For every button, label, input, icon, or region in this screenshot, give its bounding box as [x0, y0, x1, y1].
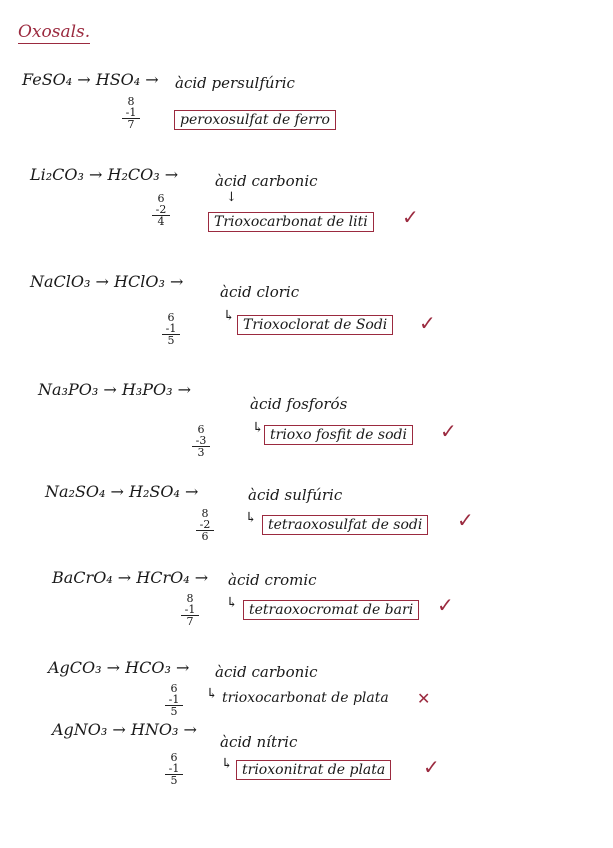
hook-arrow-icon: ↳ — [221, 756, 233, 772]
acid-name: àcid cromic — [228, 571, 317, 589]
frac-mid: -1 — [122, 107, 140, 119]
formula-line: Na₃PO₃ → H₃PO₃ → — [38, 380, 191, 399]
oxidation-calc — [196, 508, 214, 542]
salt-name: trioxocarbonat de plata — [222, 690, 389, 706]
oxidation-calc — [192, 424, 210, 458]
frac-bottom: 5 — [170, 705, 178, 718]
salt-name-box: tetraoxosulfat de sodi — [262, 515, 428, 535]
frac-mid: -2 — [196, 519, 214, 531]
frac-mid: -2 — [152, 204, 170, 216]
frac-top: 6 — [170, 682, 178, 695]
frac-top: 6 — [170, 751, 178, 764]
salt-name-box: peroxosulfat de ferro — [174, 110, 336, 130]
frac-bottom: 5 — [170, 774, 178, 787]
formula-line: AgNO₃ → HNO₃ → — [52, 720, 197, 739]
frac-bottom: 6 — [201, 530, 209, 543]
frac-top: 6 — [197, 423, 205, 436]
frac-top: 6 — [157, 192, 165, 205]
formula-line: Na₂SO₄ → H₂SO₄ → — [45, 482, 199, 501]
salt-name-box: Trioxoclorat de Sodi — [237, 315, 393, 335]
check-mark-icon: ✓ — [402, 205, 419, 229]
check-mark-icon: ✓ — [437, 593, 454, 617]
frac-mid: -3 — [192, 435, 210, 447]
oxidation-calc — [165, 752, 183, 786]
formula-line: BaCrO₄ → HCrO₄ → — [52, 568, 209, 587]
acid-name: àcid cloric — [220, 283, 300, 301]
frac-top: 8 — [201, 507, 209, 520]
check-mark-icon: ✓ — [457, 508, 474, 532]
frac-mid: -1 — [181, 604, 199, 616]
hook-arrow-icon: ↳ — [226, 595, 238, 611]
hook-arrow-icon: ↳ — [223, 308, 235, 324]
acid-name: àcid sulfúric — [248, 486, 343, 504]
frac-bottom: 3 — [197, 446, 205, 459]
hook-arrow-icon: ↳ — [245, 510, 257, 526]
frac-top: 6 — [167, 311, 175, 324]
oxidation-calc — [165, 683, 183, 717]
frac-bottom: 7 — [186, 615, 194, 628]
oxidation-calc — [122, 96, 140, 130]
page-title: Oxosals. — [18, 22, 91, 42]
frac-mid: -1 — [165, 763, 183, 775]
acid-name: àcid persulfúric — [175, 74, 295, 92]
down-arrow-icon: ↓ — [226, 190, 237, 205]
hook-arrow-icon: ↳ — [252, 420, 264, 436]
salt-name-box: tetraoxocromat de bari — [243, 600, 419, 620]
cross-mark-icon: ✕ — [417, 689, 431, 708]
frac-bottom: 5 — [167, 334, 175, 347]
oxidation-calc — [162, 312, 180, 346]
acid-name: àcid carbonic — [215, 663, 318, 681]
salt-name-box: Trioxocarbonat de liti — [208, 212, 374, 232]
frac-mid: -1 — [165, 694, 183, 706]
frac-top: 8 — [186, 592, 194, 605]
hook-arrow-icon: ↳ — [206, 686, 218, 702]
check-mark-icon: ✓ — [440, 419, 457, 443]
salt-name-box: trioxo fosfit de sodi — [264, 425, 413, 445]
formula-line: Li₂CO₃ → H₂CO₃ → — [30, 165, 179, 184]
frac-top: 8 — [127, 95, 135, 108]
acid-name: àcid carbonic — [215, 172, 318, 190]
formula-line: AgCO₃ → HCO₃ → — [48, 658, 190, 677]
formula-line: FeSO₄ → HSO₄ → — [22, 70, 159, 89]
acid-name: àcid nítric — [220, 733, 298, 751]
frac-mid: -1 — [162, 323, 180, 335]
check-mark-icon: ✓ — [423, 755, 440, 779]
oxidation-calc — [152, 193, 170, 227]
check-mark-icon: ✓ — [419, 311, 436, 335]
salt-name-box: trioxonitrat de plata — [236, 760, 391, 780]
formula-line: NaClO₃ → HClO₃ → — [30, 272, 184, 291]
frac-bottom: 4 — [157, 215, 165, 228]
acid-name: àcid fosforós — [250, 395, 348, 413]
oxidation-calc — [181, 593, 199, 627]
frac-bottom: 7 — [127, 118, 135, 131]
